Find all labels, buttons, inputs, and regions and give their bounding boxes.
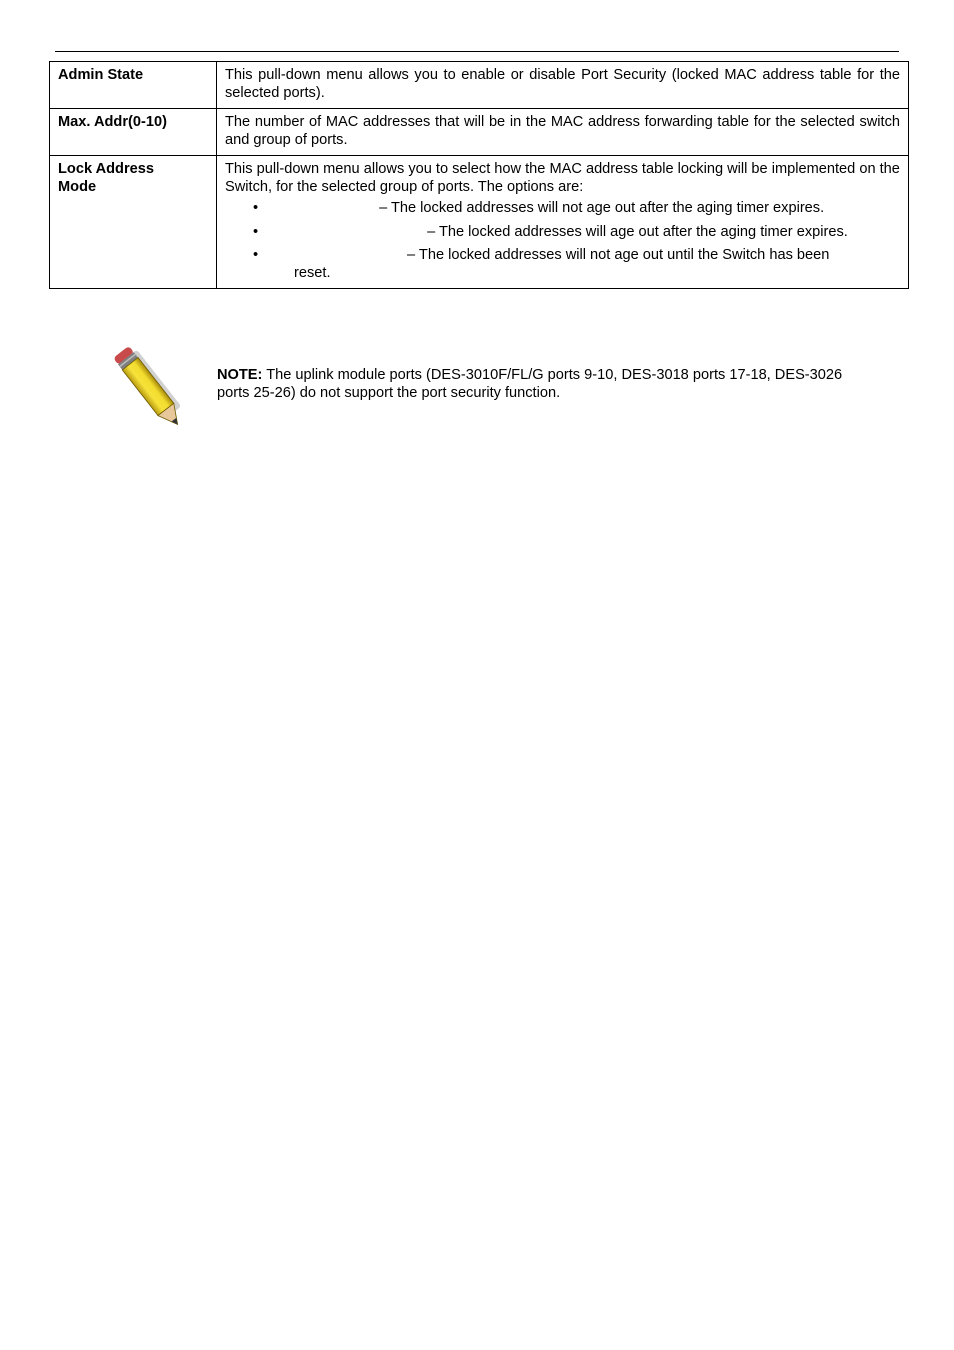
param-name-lock-address-mode <box>50 156 217 289</box>
param-name-text: Lock Address Mode <box>58 161 154 195</box>
param-name-admin-state: Admin State <box>50 62 217 109</box>
note-label: NOTE: <box>217 367 263 383</box>
pencil-icon <box>108 334 194 436</box>
option-desc-text: – The locked addresses will age out after the aging timer expires. <box>427 223 848 240</box>
param-desc-max-addr: The number of MAC addresses that will be in the MAC address forwarding table for the selected switch and group of ports. <box>217 109 909 156</box>
option-desc-text: – The locked addresses will not age out until the Switch has been <box>407 247 830 263</box>
bullet: • <box>253 200 259 216</box>
bullet: • <box>253 223 259 240</box>
bullet: • <box>253 247 259 263</box>
param-name-max-addr: Max. Addr(0-10) <box>50 109 217 156</box>
lock-mode-intro: This pull-down menu allows you to select how the MAC address table locking will be implemented on the Switch, for the selected group of ports. The options are: <box>225 161 900 195</box>
note-body: The uplink module ports (DES-3010F/FL/G ports 9-10, DES-3018 ports 17-18, DES-3026 ports 25-26) do not support the port security function. <box>217 367 843 401</box>
list-item <box>225 200 900 218</box>
header-rule <box>55 51 899 52</box>
param-desc-admin-state: This pull-down menu allows you to enable or disable Port Security (locked MAC address table for the selected ports). <box>217 62 909 109</box>
parameter-table <box>49 61 909 289</box>
list-item <box>225 224 900 242</box>
option-desc-text: – The locked addresses will not age out after the aging timer expires. <box>379 200 825 216</box>
lock-mode-options <box>225 200 900 282</box>
option-desc-continuation: reset. <box>294 264 331 281</box>
note-text <box>217 366 857 402</box>
option-desc <box>294 247 900 282</box>
list-item <box>225 247 900 282</box>
option-desc <box>379 200 824 216</box>
option-desc <box>427 224 848 240</box>
table-row <box>50 109 909 156</box>
param-desc-lock-address-mode <box>217 156 909 289</box>
table-row <box>50 156 909 289</box>
table-row <box>50 62 909 109</box>
